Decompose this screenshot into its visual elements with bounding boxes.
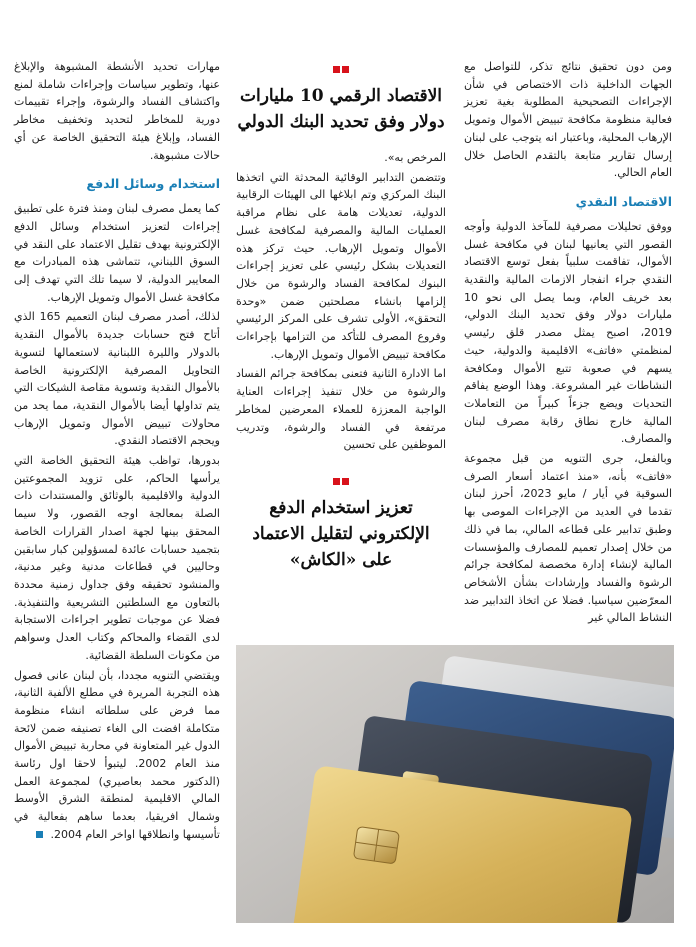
paragraph: كما يعمل مصرف لبنان ومنذ فترة على تطبيق إجراءات لتعزيز استخدام وسائل الدفع الإلكترونية بهدف تقليل الاعتماد على النقد في السوق اللبناني، تتماشى هذه المبادرات مع المعايير الدولية، لا سيما تلك التي تهدف إلى مكافحة غسل الأموال وتمويل الإرهاب. [14, 202, 220, 304]
paragraph: المرخص به». [384, 151, 446, 164]
paragraph: اما الادارة الثانية فتعنى بمكافحة جرائم الفساد والرشوة من خلال تنفيذ إجراءات العناية الواجبة المعززة للعملاء المعرضين لمخاطر مرتفعة في الفساد والرشوة، وتدريب الموظفين على تحسين [236, 367, 446, 452]
paragraph: مهارات تحديد الأنشطة المشبوهة والإبلاغ عنها، وتطوير سياسات وإجراءات شاملة لمنع واكتشاف الفساد والرشوة، وإجراء تقييمات دورية للمخاطر لتحديد وتخفيف مخاطر الفساد، وإبلاغ هيئة التحقيق الخاصة عن أي حالات مشبوهة. [14, 60, 220, 162]
paragraph: ومن دون تحقيق نتائج تذكر، للتواصل مع الجهات الداخلية ذات الاختصاص في شأن الإجراءات التصحيحية المطلوبة بغية تعزيز فعالية منظومة مكافحة تبييض الأموال وتمويل الإرهاب المحلية، وباعتبار انه يتوجب على لبنان إرسال تقارير متابعة بالتقدم الحاصل خلال العام الحالي. [464, 60, 672, 180]
credit-cards-photo [236, 645, 674, 923]
paragraph: ووفق تحليلات مصرفية للمآخذ الدولية وأوجه القصور التي يعانيها لبنان في مكافحة غسل الأموال، تفاقمت سلبياً بفعل توسع الاقتصاد النقدي جراء انفجار الازمات المالية والنقدية بعد خريف العام، وبما يصل الى نحو 10 مليارات دولار وفق تحديد البنك الدولي، 2019، اصبح يمثل مصدر قلق رئيسي لمنظمتي «فاتف» الاقليمية والدولية، حيث يسهم في صعوبة تتبع الأموال ومكافحة النشاطات غير المشروعة. وهذا الوضع يفاقم التحديات ويضع جزءاً كبيراً من التعاملات المالية خارج نطاق رقابة مصرف لبنان والمصارف. [464, 219, 672, 446]
headline-block-2 [236, 470, 446, 573]
paragraph: وتتضمن التدابير الوقائية المحدثة التي اتخذها البنك المركزي وتم ابلاغها الى الهيئات الرقابية الدولية، تعديلات هامة على نظام مراقبة العمليات المالية والمصرفية لمكافحة غسل الأموال وتمويل الإرهاب. حيث تركز هذه التعديلات بشكل رئيسي على تعزيز إجراءات البنوك لمكافحة الفساد والرشوة من خلال إلزامها بانشاء مصلحتين ضمن «وحدة التحقق»، الأولى تشرف على المركز الرئيسي وفروع المصرف للتأكد من التزامها بإجراءات مكافحة تبييض الأموال وتمويل الإرهاب. [236, 170, 446, 361]
column-right [464, 58, 672, 629]
column-middle [236, 58, 446, 573]
paragraph: لذلك، أصدر مصرف لبنان التعميم 165 الذي أتاح فتح حسابات جديدة بالأموال النقدية بالدولار والليرة اللبنانية لاستعمالها لتسوية التحاويل المصرفية الإلكترونية الخاصة بالأموال النقدية وتسوية مقاصة الشيكات التي يتم تداولها أيضا بالأموال النقدية، مما يحد من محاولات تبييض الأموال وتمويل الإرهاب ويحجم الاقتصاد النقدي. [14, 310, 220, 448]
paragraph [14, 667, 220, 844]
section-subhead-payment-methods: استخدام وسائل الدفع [86, 176, 220, 192]
red-marker-icon [333, 66, 340, 73]
paragraph: وبالفعل، جرى التنويه من قبل مجموعة «فاتف» بأنه، «منذ اعتماد أسعار الصرف السوقية في أيار / مايو 2023، أحرز لبنان تقدما في العديد من الإجراءات الموصى بها وطبق تدابير على قطاعه المالي، بما في ذلك من خلال إصدار تعميم للمصارف والمؤسسات المالية لإنشاء إدارة مخصصة لمكافحة جرائم الرشوة والفساد وإرشادات بشأن الأشخاص المعرّضين سياسيا. فضلا عن اتخاذ التدابير ضد النشاط المالي غير [464, 452, 672, 625]
end-of-article-mark-icon [36, 831, 43, 838]
credit-cards-illustration [236, 645, 674, 923]
paragraph: بدورها، تواظب هيئة التحقيق الخاصة التي يرأسها الحاكم، على تزويد المجموعتين الدولية والاقليمية بالوثائق والمستندات ذات الصلة بمعالجة اوجه القصور، ولا سيما المحقق بينها لجهة اصدار القرارات الخاصة بتجميد حسابات عائدة لمسؤولين كبار سابقين وحاليين في قطاعات مدنية وغير مدنية، والمنشود تحقيقه وفق جداول زمنية محددة بالتعاون مع السلطتين التشريعية والتنفيذية. فضلا عن موجبات تطوير اجراءات الاستجابة لدى القضاء والمحاكم وكتاب العدل وسواهم من مكونات السلطة القضائية. [14, 454, 220, 662]
paragraph-text: ويقتضي التنويه مجددا، بأن لبنان عانى فصول هذه التجربة المريرة في مطلع الألفية الثانية، مما فرض على سلطاته انشاء منظومة متكاملة افضت الى الغاء تصنيفه ضمن لائحة الدول غير المتعاونة في محاربة تبييض الأموال منذ العام 2002. ليتبوأ لاحقا اول رئاسة (الدكتور محمد بعاصيري) لمجموعة العمل المالي الاقليمية لمنطقة الشرق الأوسط وشمال افريقيا، بعدما ساهم بفعالية في تأسيسها وانطلاقها اواخر العام 2004. [14, 668, 220, 841]
red-marker-icon [342, 478, 349, 485]
article-headline: الاقتصاد الرقمي 10 مليارات دولار وفق تحديد البنك الدولي [237, 86, 445, 132]
section-subhead-cash-economy: الاقتصاد النقدي [575, 193, 672, 209]
column-left [14, 58, 220, 846]
article-headline-2: تعزيز استخدام الدفع الإلكتروني لتقليل الاعتماد على «الكاش» [252, 497, 430, 570]
headline-block [236, 58, 446, 135]
red-marker-icon [342, 66, 349, 73]
red-marker-icon [333, 478, 340, 485]
